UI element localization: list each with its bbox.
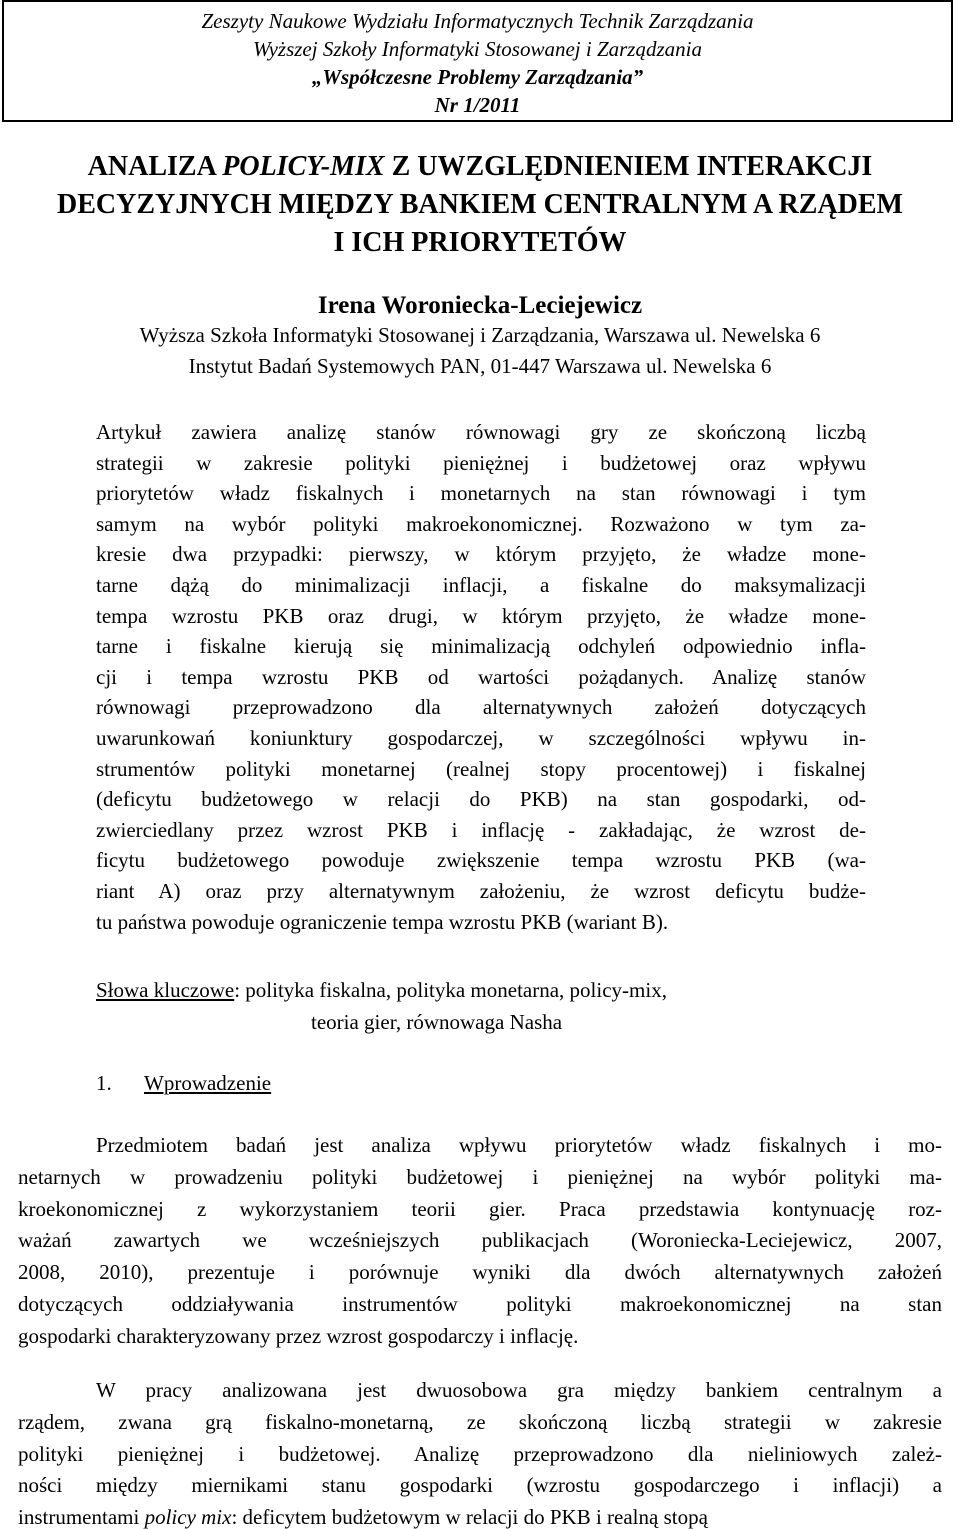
paragraph-line: zwierciedlany przez wzrost PKB i inflację - zakładając, że wzrost de-: [96, 817, 866, 842]
paragraph-line: polityki pieniężnej i budżetowej. Analizę przeprowadzono dla nieliniowych zależ-: [18, 1441, 942, 1466]
paragraph-line: strategii w zakresie polityki pieniężnej i budżetowej oraz wpływu: [96, 450, 866, 475]
paragraph-line: rządem, zwana grą fiskalno-monetarną, ze skończoną liczbą strategii w zakresie: [18, 1409, 942, 1434]
title-line-1: [0, 148, 960, 186]
paragraph-line: tu państwa powoduje ograniczenie tempa wzrostu PKB (wariant B).: [96, 909, 669, 934]
paragraph-line: Przedmiotem badań jest analiza wpływu priorytetów władz fiskalnych i mo-: [96, 1133, 942, 1157]
paragraph-line: równowagi przeprowadzono dla alternatywnych założeń dotyczących: [96, 695, 866, 720]
title-text: Z UWZGLĘDNIENIEM INTERAKCJI: [384, 151, 873, 182]
italic-term: policy mix: [144, 1505, 232, 1529]
affiliations: [0, 320, 960, 382]
title-italic-term: POLICY-MIX: [222, 151, 385, 182]
section-heading: [96, 1067, 271, 1099]
paragraph-line: kresie dwa przypadki: pierwszy, w którym przyjęto, że władze mone-: [96, 542, 866, 567]
paragraph-2: [18, 1375, 942, 1529]
journal-school-line: Wyższej Szkoły Informatyki Stosowanej i Zarządzania: [253, 37, 702, 61]
paragraph-line: tarne i fiskalne kierują się minimalizacją odchyleń odpowiednio infla-: [96, 634, 866, 659]
journal-series-line: „Współczesne Problemy Zarządzania”: [311, 65, 644, 89]
author-name: Irena Woroniecka-Leciejewicz: [317, 292, 643, 319]
paragraph-line: 2008, 2010), prezentuje i porównuje wyniki dla dwóch alternatywnych założeń: [18, 1260, 942, 1285]
paragraph-line: tarne dążą do minimalizacji inflacji, a fiskalne do maksymalizacji: [96, 572, 866, 597]
paragraph-line: samym na wybór polityki makroekonomicznej. Rozważono w tym za-: [96, 511, 866, 536]
paragraph-line: ficytu budżetowego powoduje zwiększenie tempa wzrostu PKB (wa-: [96, 848, 866, 873]
abstract: [96, 417, 866, 937]
paragraph-1: [18, 1130, 942, 1353]
paragraph-line: strumentów polityki monetarnej (realnej stopy procentowej) i fiskalnej: [96, 756, 866, 781]
keywords: [96, 974, 896, 1038]
paragraph-line: [18, 1502, 942, 1529]
paragraph-line: Artykuł zawiera analizę stanów równowagi gry ze skończoną liczbą: [96, 420, 866, 444]
paragraph-text: : deficytem budżetowym w relacji do PKB i realną stopą: [231, 1505, 708, 1529]
title-text: ANALIZA: [87, 151, 223, 182]
keywords-list-continued: teoria gier, równowaga Nasha: [311, 1010, 563, 1034]
journal-header-box: [2, 0, 953, 122]
title-line-2: DECYZYJNYCH MIĘDZY BANKIEM CENTRALNYM A RZĄDEM: [56, 189, 903, 220]
paragraph-line: ważań zawartych we wcześniejszych publikacjach (Woroniecka-Leciejewicz, 2007,: [18, 1228, 942, 1253]
paper-title: [0, 148, 960, 262]
paragraph-line: tempa wzrostu PKB oraz drugi, w którym przyjęto, że władze mone-: [96, 603, 866, 628]
paragraph-line: priorytetów władz fiskalnych i monetarnych na stan równowagi i tym: [96, 481, 866, 506]
paragraph-line: netarnych w prowadzeniu polityki budżetowej i pieniężnej na wybór polityki ma-: [18, 1164, 942, 1189]
journal-name-line: Zeszyty Naukowe Wydziału Informatycznych Technik Zarządzania: [201, 9, 754, 33]
paragraph-line: kroekonomicznej z wykorzystaniem teorii gier. Praca przedstawia kontynuację roz-: [18, 1196, 942, 1221]
title-line-3: I ICH PRIORYTETÓW: [333, 227, 627, 258]
affiliation-1: Wyższa Szkoła Informatyki Stosowanej i Zarządzania, Warszawa ul. Newelska 6: [139, 323, 821, 347]
paragraph-line: ności między miernikami stanu gospodarki (wzrostu gospodarczego i inflacji) a: [18, 1473, 942, 1498]
paragraph-line: riant A) oraz przy alternatywnym założeniu, że wzrost deficytu budże-: [96, 878, 866, 903]
section-name: Wprowadzenie: [144, 1071, 272, 1095]
affiliation-2: Instytut Badań Systemowych PAN, 01-447 Warszawa ul. Newelska 6: [188, 354, 772, 378]
keywords-list: : polityka fiskalna, polityka monetarna, policy-mix,: [234, 978, 667, 1002]
journal-issue-number: Nr 1/2011: [434, 93, 521, 117]
section-number: 1.: [96, 1071, 112, 1095]
paragraph-line: (deficytu budżetowego w relacji do PKB) na stan gospodarki, od-: [96, 787, 866, 812]
paragraph-line: cji i tempa wzrostu PKB od wartości pożądanych. Analizę stanów: [96, 664, 866, 689]
paragraph-line: gospodarki charakteryzowany przez wzrost gospodarczy i inflację.: [18, 1323, 579, 1348]
keywords-label: Słowa kluczowe: [96, 978, 235, 1002]
paragraph-line: W pracy analizowana jest dwuosobowa gra między bankiem centralnym a: [96, 1378, 942, 1402]
paragraph-line: uwarunkowań koniunktury gospodarczej, w szczególności wpływu in-: [96, 725, 866, 750]
paragraph-text: instrumentami: [18, 1505, 145, 1529]
paragraph-line: dotyczących oddziaływania instrumentów polityki makroekonomicznej na stan: [18, 1291, 942, 1316]
